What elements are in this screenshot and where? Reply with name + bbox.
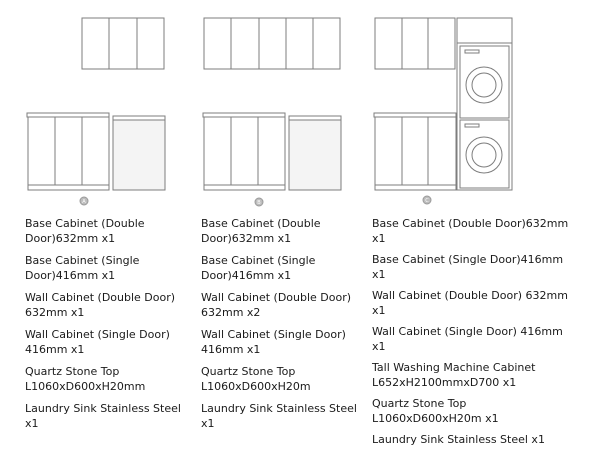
option-b-badge: B (257, 200, 261, 206)
wall-cabinet (375, 18, 455, 69)
wall-cabinet (204, 18, 340, 69)
list-item: Wall Cabinet (Double Door) 632mm x1 (25, 291, 176, 319)
stone-top (203, 113, 285, 117)
option-c-item-list (372, 216, 577, 453)
option-c-badge: C (425, 198, 429, 204)
base-cabinet (375, 117, 456, 185)
list-item: Laundry Sink Stainless Steel x1 (25, 402, 181, 430)
list-item: Base Cabinet (Double Door)632mm x1 (201, 217, 321, 245)
cabinet-drawings (0, 0, 600, 212)
list-item: Base Cabinet (Single Door)416mm x1 (201, 254, 316, 282)
laundry-sink (289, 116, 341, 190)
list-item: Laundry Sink Stainless Steel x1 (201, 402, 357, 430)
list-item: Quartz Stone Top L1060xD600xH20m (201, 365, 311, 393)
list-item: Base Cabinet (Double Door)632mm x1 (25, 217, 145, 245)
stone-top (374, 113, 456, 117)
list-item: Base Cabinet (Single Door)416mm x1 (25, 254, 140, 282)
list-item: Wall Cabinet (Single Door) 416mm x1 (372, 325, 563, 353)
list-item: Wall Cabinet (Single Door) 416mm x1 (201, 328, 346, 356)
laundry-sink (113, 116, 165, 190)
wall-cabinet (82, 18, 164, 69)
option-a-drawing (27, 18, 165, 205)
list-item: Wall Cabinet (Single Door) 416mm x1 (25, 328, 170, 356)
base-cabinet (204, 117, 285, 185)
option-a-badge: A (82, 199, 86, 205)
base-cabinet (28, 117, 109, 185)
list-item: Wall Cabinet (Double Door) 632mm x2 (201, 291, 352, 319)
stone-top (27, 113, 109, 117)
list-item: Laundry Sink Stainless Steel x1 (372, 433, 545, 446)
list-item: Base Cabinet (Double Door)632mm x1 (372, 217, 569, 245)
option-a-item-list (25, 216, 185, 438)
list-item: Quartz Stone Top L1060xD600xH20mm (25, 365, 146, 393)
list-item: Quartz Stone Top L1060xD600xH20m x1 (372, 397, 499, 425)
list-item: Tall Washing Machine Cabinet L652xH2100mmxD700 x1 (372, 361, 536, 389)
option-c-drawing (374, 18, 512, 204)
list-item: Wall Cabinet (Double Door) 632mm x1 (372, 289, 568, 317)
list-item: Base Cabinet (Single Door)416mm x1 (372, 253, 564, 281)
option-b-drawing (203, 18, 341, 206)
option-b-item-list (201, 216, 361, 438)
